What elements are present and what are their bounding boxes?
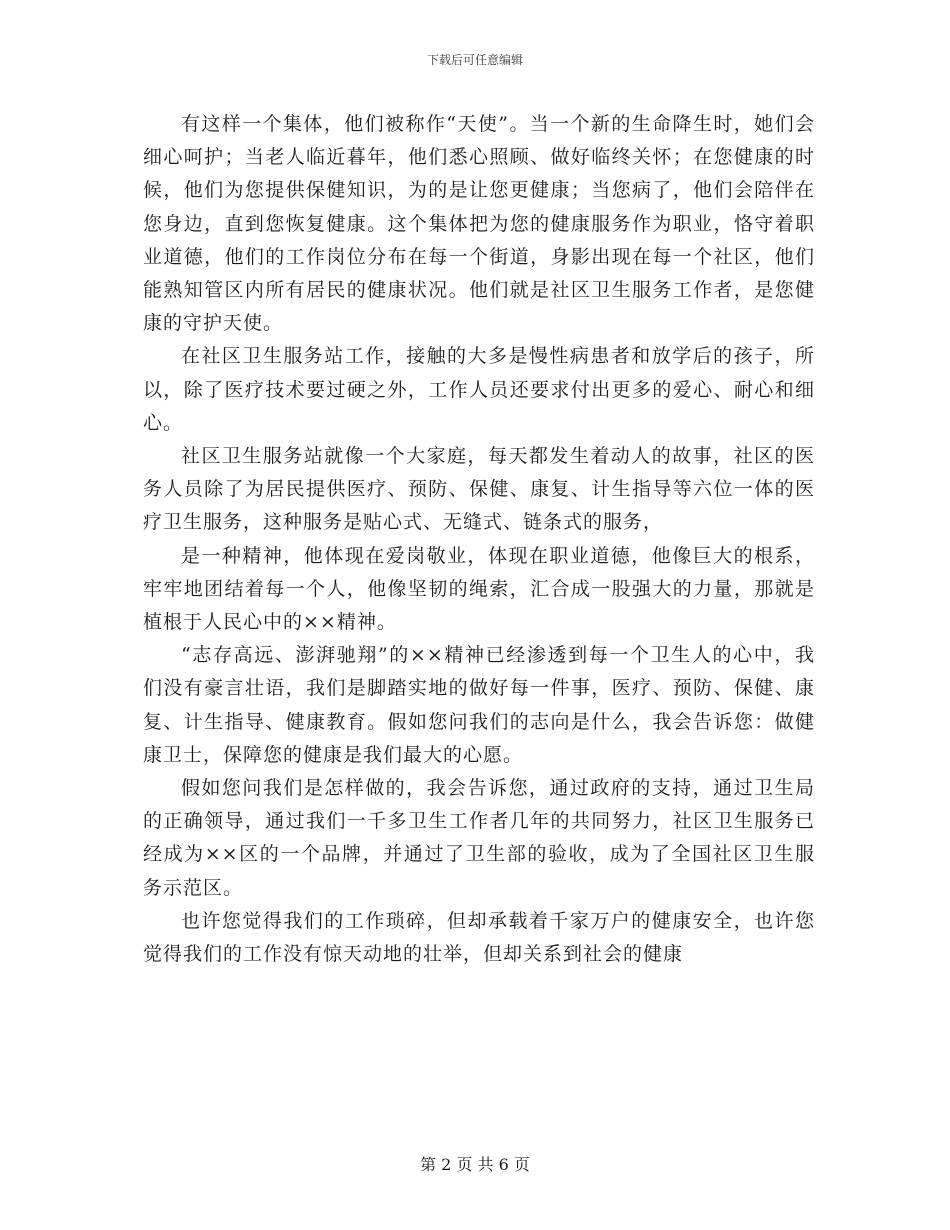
page-header: 下载后可任意编辑 [426, 53, 523, 67]
paragraph-5: “志存高远、澎湃驰翔”的××精神已经渗透到每一个卫生人的心中，我们没有豪言壮语，我们是脚踏实地的做好每一件事，医疗、预防、保健、康复、计生指导、健康教育。假如您问我们的志向是什么，我会告诉您：做健康卫士，保障您的健康是我们最大的心愿。 [143, 644, 815, 766]
paragraph-3: 社区卫生服务站就像一个大家庭，每天都发生着动人的故事，社区的医务人员除了为居民提供医疗、预防、保健、康复、计生指导等六位一体的医疗卫生服务，这种服务是贴心式、无缝式、链条式的服务， [143, 445, 815, 534]
paragraph-6: 假如您问我们是怎样做的，我会告诉您，通过政府的支持，通过卫生局的正确领导，通过我们一千多卫生工作者几年的共同努力，社区卫生服务已经成为××区的一个品牌，并通过了卫生部的验收，成为了全国社区卫生服务示范区。 [143, 777, 815, 899]
paragraph-2: 在社区卫生服务站工作，接触的大多是慢性病患者和放学后的孩子，所以，除了医疗技术要过硬之外，工作人员还要求付出更多的爱心、耐心和细心。 [143, 345, 815, 434]
page-number-footer: 第 2 页 共 6 页 [420, 1155, 530, 1174]
paragraph-7: 也许您觉得我们的工作琐碎，但却承载着千家万户的健康安全，也许您觉得我们的工作没有惊天动地的壮举，但却关系到社会的健康 [143, 909, 815, 966]
paragraph-1: 有这样一个集体，他们被称作“天使”。当一个新的生命降生时，她们会细心呵护；当老人临近暮年，他们悉心照顾、做好临终关怀；在您健康的时候，他们为您提供保健知识，为的是让您更健康；当您病了，他们会陪伴在您身边，直到您恢复健康。这个集体把为您的健康服务作为职业，恪守着职业道德，他们的工作岗位分布在每一个街道，身影出现在每一个社区，他们能熟知管区内所有居民的健康状况。他们就是社区卫生服务工作者，是您健康的守护天使。 [143, 113, 815, 335]
document-body [143, 108, 815, 971]
paragraph-4: 是一种精神，他体现在爱岗敬业，体现在职业道德，他像巨大的根系，牢牢地团结着每一个人，他像坚韧的绳索，汇合成一股强大的力量，那就是植根于人民心中的××精神。 [143, 544, 815, 634]
